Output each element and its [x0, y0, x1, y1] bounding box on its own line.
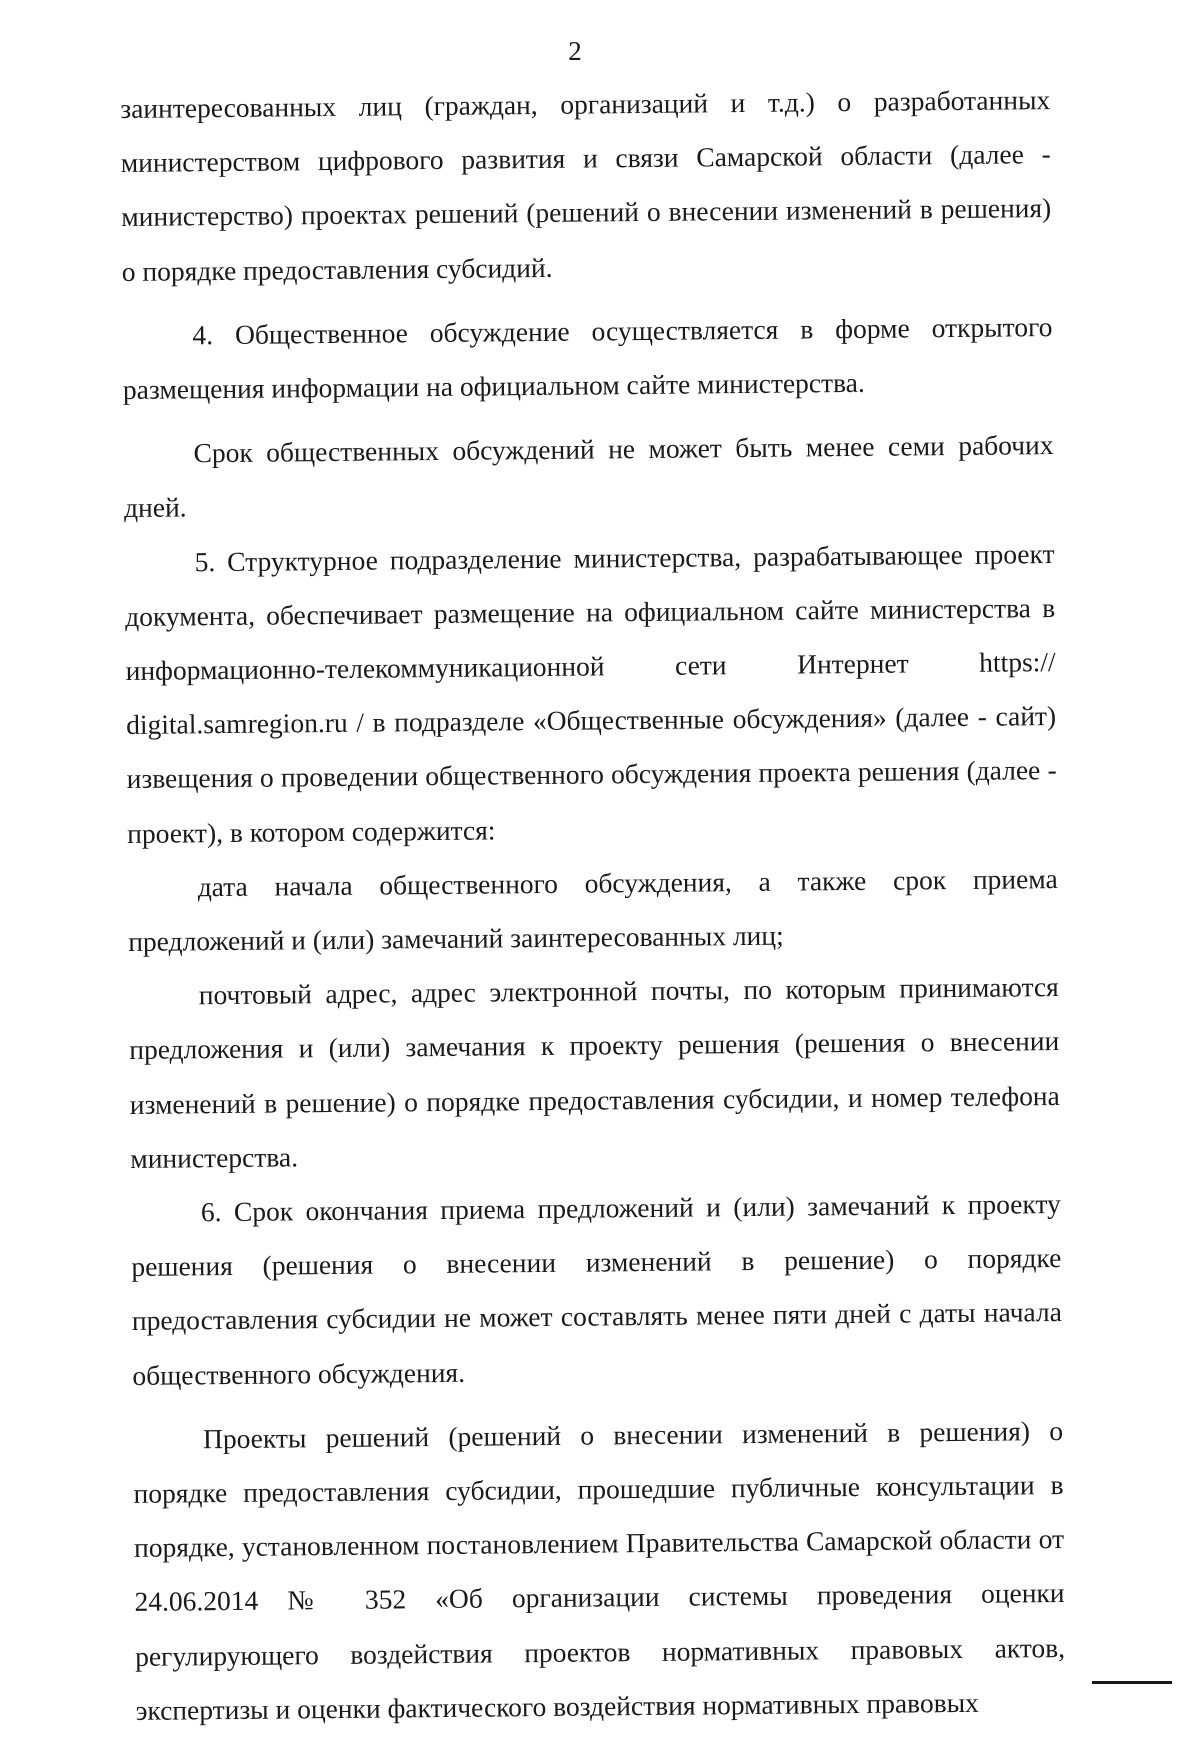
- paragraph-item-6: 6. Срок окончания приема предложений и (или) замечаний к проекту решения (решения о внесении изменений в решение) о порядке предоставления субсидии не может составлять менее пяти дней с даты начала общественного обсуждения.: [131, 1188, 1062, 1391]
- paragraph-projects: Проекты решений (решений о внесении изменений в решения) о порядке предоставления субсидии, прошедшие публичные консультации в порядке, установленном постановлением Правительства Самарской области от 24.06.2014 № 352 «Об организации системы проведения оценки регулирующего воздействия проектов нормативных правовых актов, экспертизы и оценки фактического воздействия нормативных правовых: [133, 1414, 1066, 1726]
- paragraph-discussion-term: Срок общественных обсуждений не может быть менее семи рабочих дней.: [123, 429, 1054, 524]
- document-body: [120, 73, 1066, 1738]
- paragraph-continuation: заинтересованных лиц (граждан, организаций и т.д.) о разработанных министерством цифрового развития и связи Самарской области (далее - министерство) проектах решений (решений о внесении изменений в решения) о порядке предоставления субсидий.: [120, 84, 1052, 287]
- paragraph-contacts: почтовый адрес, адрес электронной почты, по которым принимаются предложения и (или) замечания к проекту решения (решения о внесении изменений в решение) о порядке предоставления субсидии, и номер телефона министерства.: [129, 971, 1060, 1174]
- footer-divider: [1092, 1681, 1172, 1684]
- page-number: 2: [568, 36, 582, 66]
- paragraph-item-5: 5. Структурное подразделение министерства, разрабатывающее проект документа, обеспечивает размещение на официальном сайте министерства в информационно-телекоммуникационной сети Интернет https:// digital.samregion.ru / в подразделе «Общественные обсуждения» (далее - сайт) извещения о проведении общественного обсуждения проекта решения (далее - проект), в котором содержится:: [124, 537, 1057, 849]
- paragraph-item-4: 4. Общественное обсуждение осуществляется в форме открытого размещения информации на официальном сайте министерства.: [122, 310, 1053, 406]
- paragraph-start-date: дата начала общественного обсуждения, а также срок приема предложений и (или) замечаний заинтересованных лиц;: [128, 862, 1058, 958]
